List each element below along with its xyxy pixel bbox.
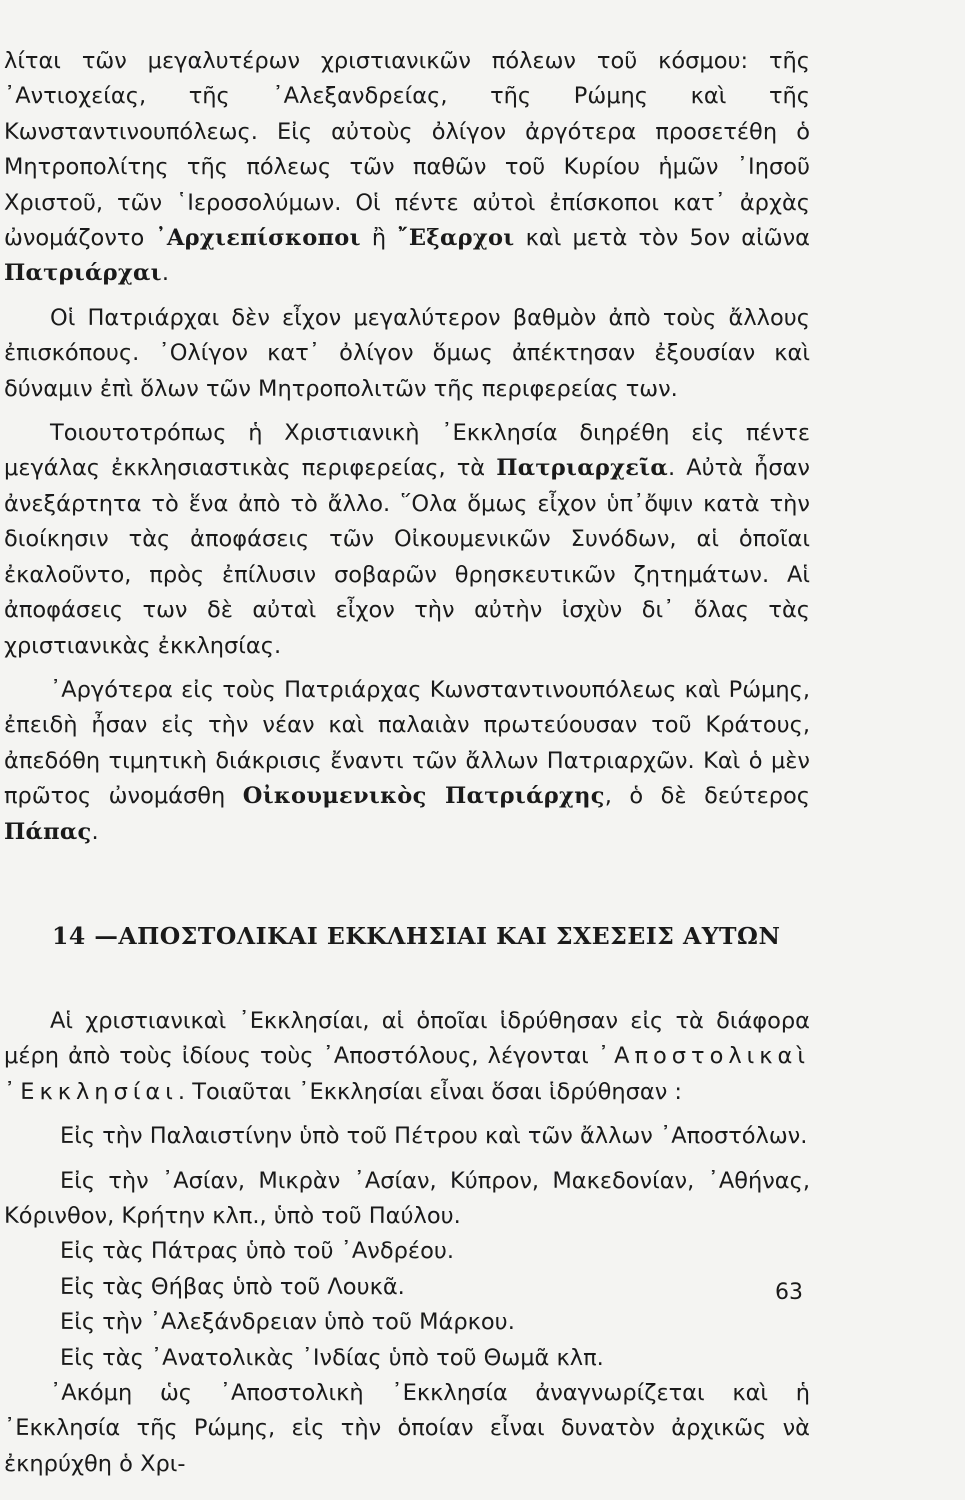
paragraph-rome-church: ᾿Ακόμη ὡς ᾿Αποστολικὴ ᾿Εκκλησία ἀναγνωρίζεται καὶ ἡ ᾿Εκκλησία τῆς Ρώμης, εἰς τὴν ὁποίαν εἶναι δυνατὸν ἀρχικῶς νὰ ἐκηρύχθη ὁ Χρι-: [4, 1380, 810, 1477]
paragraph-patriarchs-rank: Οἱ Πατριάρχαι δὲν εἶχον μεγαλύτερον βαθμὸν ἀπὸ τοὺς ἄλλους ἐπισκόπους. ᾿Ολίγον κατ᾿ ὀλίγον ὅμως ἀπέκτησαν ἐξουσίαν καὶ δύναμιν ἐπὶ ὅλων τῶν Μητροπολιτῶν τῆς περιφερείας των.: [4, 304, 810, 402]
paragraph-text: . Αὐτὰ ἦσαν ἀνεξάρτητα τὸ ἕνα ἀπὸ τὸ ἄλλο. ῞Ολα ὅμως εἶχον ὑπ᾿ὄψιν κατὰ τὴν διοίκησιν τὰς ἀποφάσεις τῶν Οἰκουμενικῶν Συνόδων, αἱ ὁποῖαι ἐκαλοῦντο, πρὸς ἐπίλυσιν σοβαρῶν θρησκευτικῶν ζητημάτων. Αἱ ἀποφάσεις των δὲ αὐταὶ εἶχον τὴν αὐτὴν ἰσχὺν δι᾿ ὅλας τὰς χριστιανικὰς ἐκκλησίας.: [4, 455, 811, 659]
bold-term: Πάπας: [4, 818, 92, 845]
paragraph-apostolic-intro: [4, 1004, 810, 1110]
list-item: Εἰς τὴν ᾿Αλεξάνδρειαν ὑπὸ τοῦ Μάρκου.: [60, 1309, 515, 1336]
bold-term: ᾿Αρχιεπίσκοποι: [155, 225, 361, 252]
paragraph-text: καὶ μετὰ τὸν 5ον αἰῶνα: [514, 225, 810, 252]
paragraph-text: λίται τῶν μεγαλυτέρων χριστιανικῶν πόλεων τοῦ κόσμου: τῆς ᾿Αντιοχείας, τῆς ᾿Αλεξανδρείας, τῆς Ρώμης καὶ τῆς Κωνσταντινουπόλεως. Εἰς αὐτοὺς ὀλίγον ἀργότερα προσετέθη ὁ Μητροπολίτης τῆς πόλεως τῶν παθῶν τοῦ Κυρίου ἡμῶν ᾿Ιησοῦ Χριστοῦ, τῶν ῾Ιεροσολύμων. Οἱ πέντε αὐτοὶ ἐπίσκοποι κατ᾿ ἀρχὰς ὠνομάζοντο: [4, 48, 810, 252]
paragraph-text: Τοιουτοτρόπως ἡ Χριστιανικὴ ᾿Εκκλησία διηρέθη εἰς πέντε μεγάλας ἐκκλησιαστικὰς περιφερείας, τὰ: [4, 420, 810, 482]
list-item: Εἰς τὰς Πάτρας ὑπὸ τοῦ ᾿Ανδρέου.: [60, 1238, 455, 1265]
paragraph-patriarchates: [4, 416, 810, 664]
paragraph-text: Αἱ χριστιανικαὶ ᾿Εκκλησίαι, αἱ ὁποῖαι ἱδρύθησαν εἰς τὰ διάφορα μέρη ἀπὸ τοὺς ἰδίους τοὺς ᾿Αποστόλους, λέγονται: [4, 1007, 810, 1070]
bold-term: ῎Εξαρχοι: [397, 225, 515, 252]
paragraph-honorary-distinction: [4, 673, 810, 850]
section-heading: 14 —ΑΠΟΣΤΟΛΙΚΑΙ ΕΚΚΛΗΣΙΑΙ ΚΑΙ ΣΧΕΣΕΙΣ ΑΥΤΩΝ: [52, 921, 781, 950]
paragraph-text: ἢ: [360, 225, 398, 252]
bold-term: Πατριαρχεῖα: [496, 455, 668, 482]
paragraph-text: , ὁ δὲ δεύτερος: [604, 783, 810, 810]
list-item: Εἰς τὰς Θήβας ὑπὸ τοῦ Λουκᾶ.: [60, 1273, 405, 1300]
page-number: 63: [775, 1280, 803, 1305]
list-item: Εἰς τὴν ᾿Ασίαν, Μικρὰν ᾿Ασίαν, Κύπρον, Μακεδονίαν, ᾿Αθήνας, Κόρινθον, Κρήτην κλπ., ὑπὸ τοῦ Παύλου.: [4, 1167, 810, 1229]
paragraph-text: .: [161, 260, 169, 287]
bold-term: Οἰκουμενικὸς Πατριάρχης: [242, 783, 605, 810]
list-item: Εἰς τὴν Παλαιστίνην ὑπὸ τοῦ Πέτρου καὶ τῶν ἄλλων ᾿Αποστόλων.: [60, 1123, 808, 1150]
spaced-term: ᾿Αποστολικαὶ ᾿Εκκλησίαι: [4, 1043, 810, 1105]
list-item: Εἰς τὰς ᾿Ανατολικὰς ᾿Ινδίας ὑπὸ τοῦ Θωμᾶ κλπ.: [60, 1344, 604, 1371]
paragraph-text: . Τοιαῦται ᾿Εκκλησίαι εἶναι ὅσαι ἱδρύθησαν :: [177, 1078, 683, 1105]
paragraph-patriarchs-origin: [4, 44, 810, 292]
apostolic-churches-list: [4, 1119, 810, 1376]
paragraph-text: .: [91, 818, 99, 845]
paragraph-text: ᾿Αργότερα εἰς τοὺς Πατριάρχας Κωνσταντινουπόλεως καὶ Ρώμης, ἐπειδὴ ἦσαν εἰς τὴν νέαν καὶ παλαιὰν πρωτεύουσαν τοῦ Κράτους, ἀπεδόθη τιμητικὴ διάκρισις ἔναντι τῶν ἄλλων Πατριαρχῶν. Καὶ ὁ μὲν πρῶτος ὠνομάσθη: [4, 676, 810, 810]
bold-term: Πατριάρχαι: [4, 260, 162, 287]
